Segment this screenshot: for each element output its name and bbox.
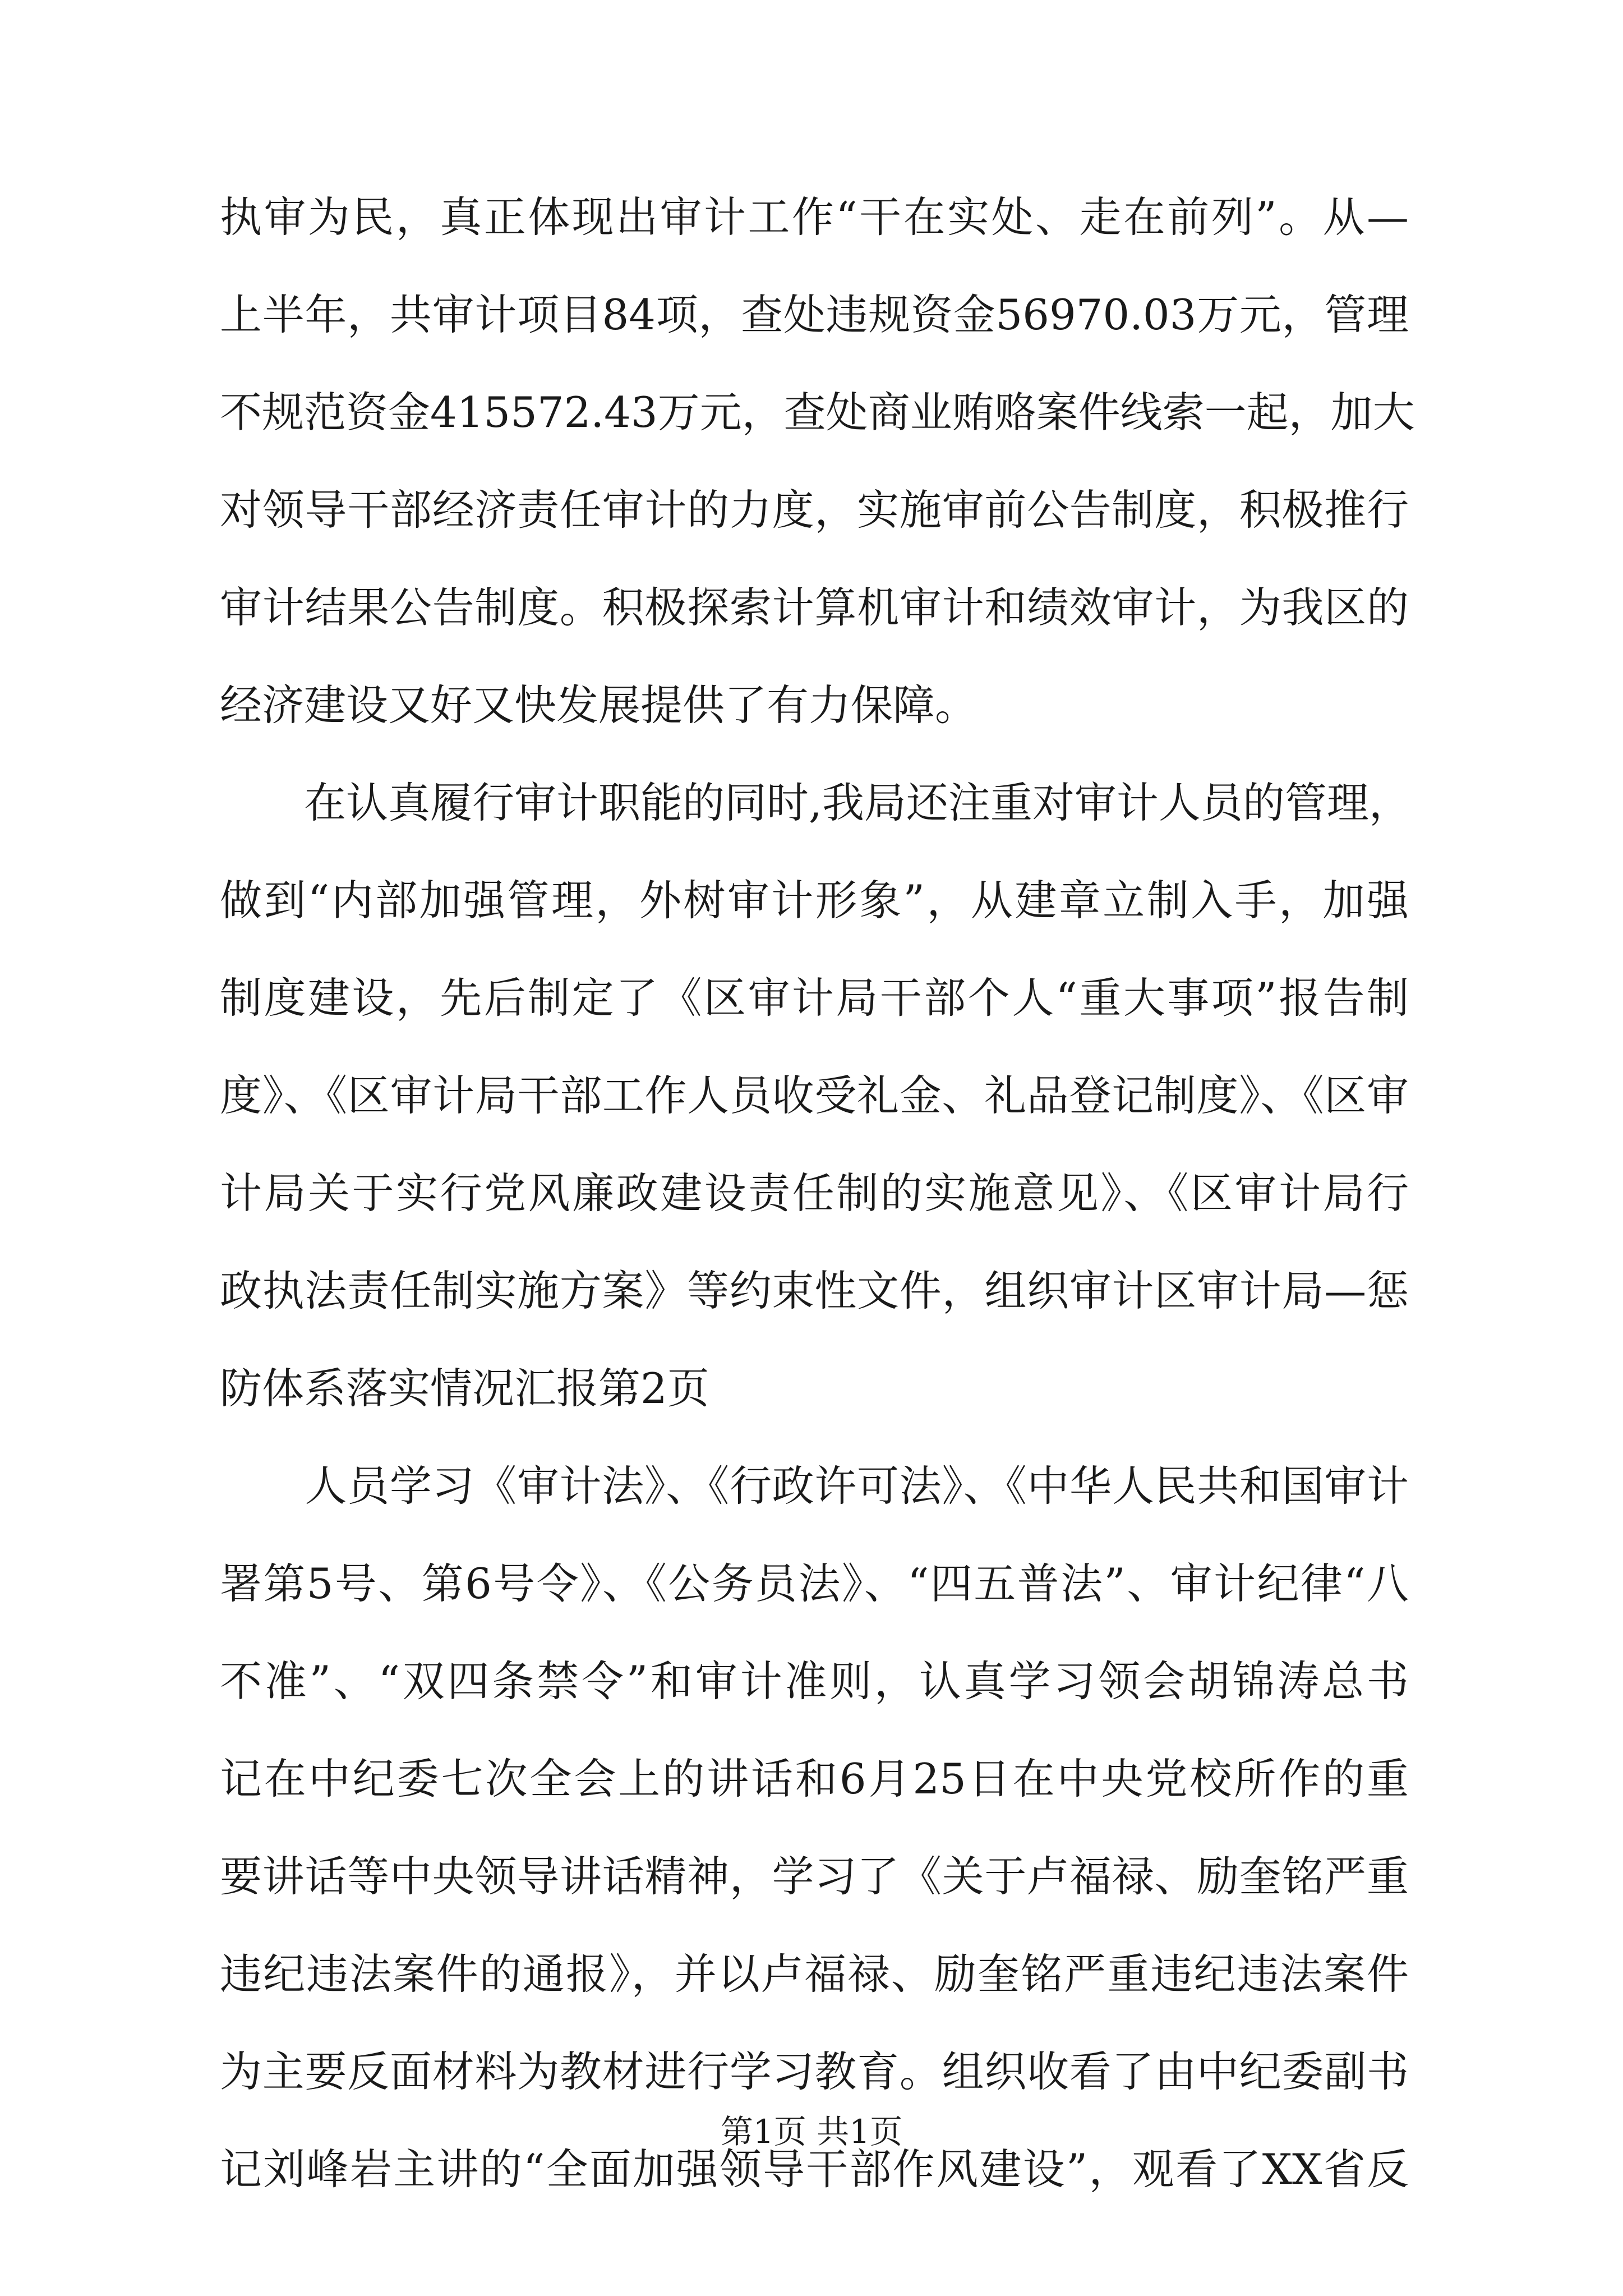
page-number-label: 第1页 共1页 [720, 2113, 903, 2151]
text-line-5: 审计结果公告制度。积极探索计算机审计和绩效审计，为我区的 [220, 583, 1409, 632]
text-line-19: 违纪违法案件的通报》，并以卢福禄、励奎铭严重违纪违法案件 [220, 1949, 1409, 1999]
document-body [220, 168, 1415, 2218]
text-line-1: 执审为民，真正体现出审计工作“干在实处、走在前列”。从— [220, 192, 1409, 242]
text-line-21: 记刘峰岩主讲的“全面加强领导干部作风建设”，观看了XX省反 [220, 2145, 1409, 2194]
text-line-18: 要讲话等中央领导讲话精神，学习了《关于卢福禄、励奎铭严重 [220, 1852, 1409, 1901]
text-line-16: 不准”、“双四条禁令”和审计准则，认真学习领会胡锦涛总书 [220, 1657, 1409, 1706]
text-line-2: 上半年，共审计项目84项，查处违规资金56970.03万元，管理 [220, 290, 1409, 339]
text-line-3: 不规范资金415572.43万元，查处商业贿赂案件线索一起，加大 [220, 388, 1415, 437]
text-line-4: 对领导干部经济责任审计的力度，实施审前公告制度，积极推行 [220, 485, 1409, 535]
text-line-7: 在认真履行审计职能的同时,我局还注重对审计人员的管理， [220, 778, 1411, 827]
text-line-14: 人员学习《审计法》、《行政许可法》、《中华人民共和国审计 [220, 1461, 1409, 1511]
text-line-11: 计局关于实行党风廉政建设责任制的实施意见》、《区审计局行 [220, 1168, 1409, 1218]
text-line-20: 为主要反面材料为教材进行学习教育。组织收看了由中纪委副书 [220, 2047, 1409, 2096]
text-line-6: 经济建设又好又快发展提供了有力保障。 [220, 680, 978, 730]
text-line-13: 防体系落实情况汇报第2页 [220, 1364, 709, 1413]
text-line-17: 记在中纪委七次全会上的讲话和6月25日在中央党校所作的重 [220, 1754, 1409, 1803]
text-line-8: 做到“内部加强管理，外树审计形象”，从建章立制入手，加强 [220, 876, 1409, 925]
text-line-10: 度》、《区审计局干部工作人员收受礼金、礼品登记制度》、《区审 [220, 1071, 1409, 1120]
text-line-9: 制度建设，先后制定了《区审计局干部个人“重大事项”报告制 [220, 973, 1409, 1023]
text-line-12: 政执法责任制实施方案》等约束性文件，组织审计区审计局—惩 [220, 1266, 1409, 1315]
text-line-15: 署第5号、第6号令》、《公务员法》、“四五普法”、审计纪律“八 [220, 1559, 1409, 1608]
page-footer [0, 2109, 1623, 2154]
